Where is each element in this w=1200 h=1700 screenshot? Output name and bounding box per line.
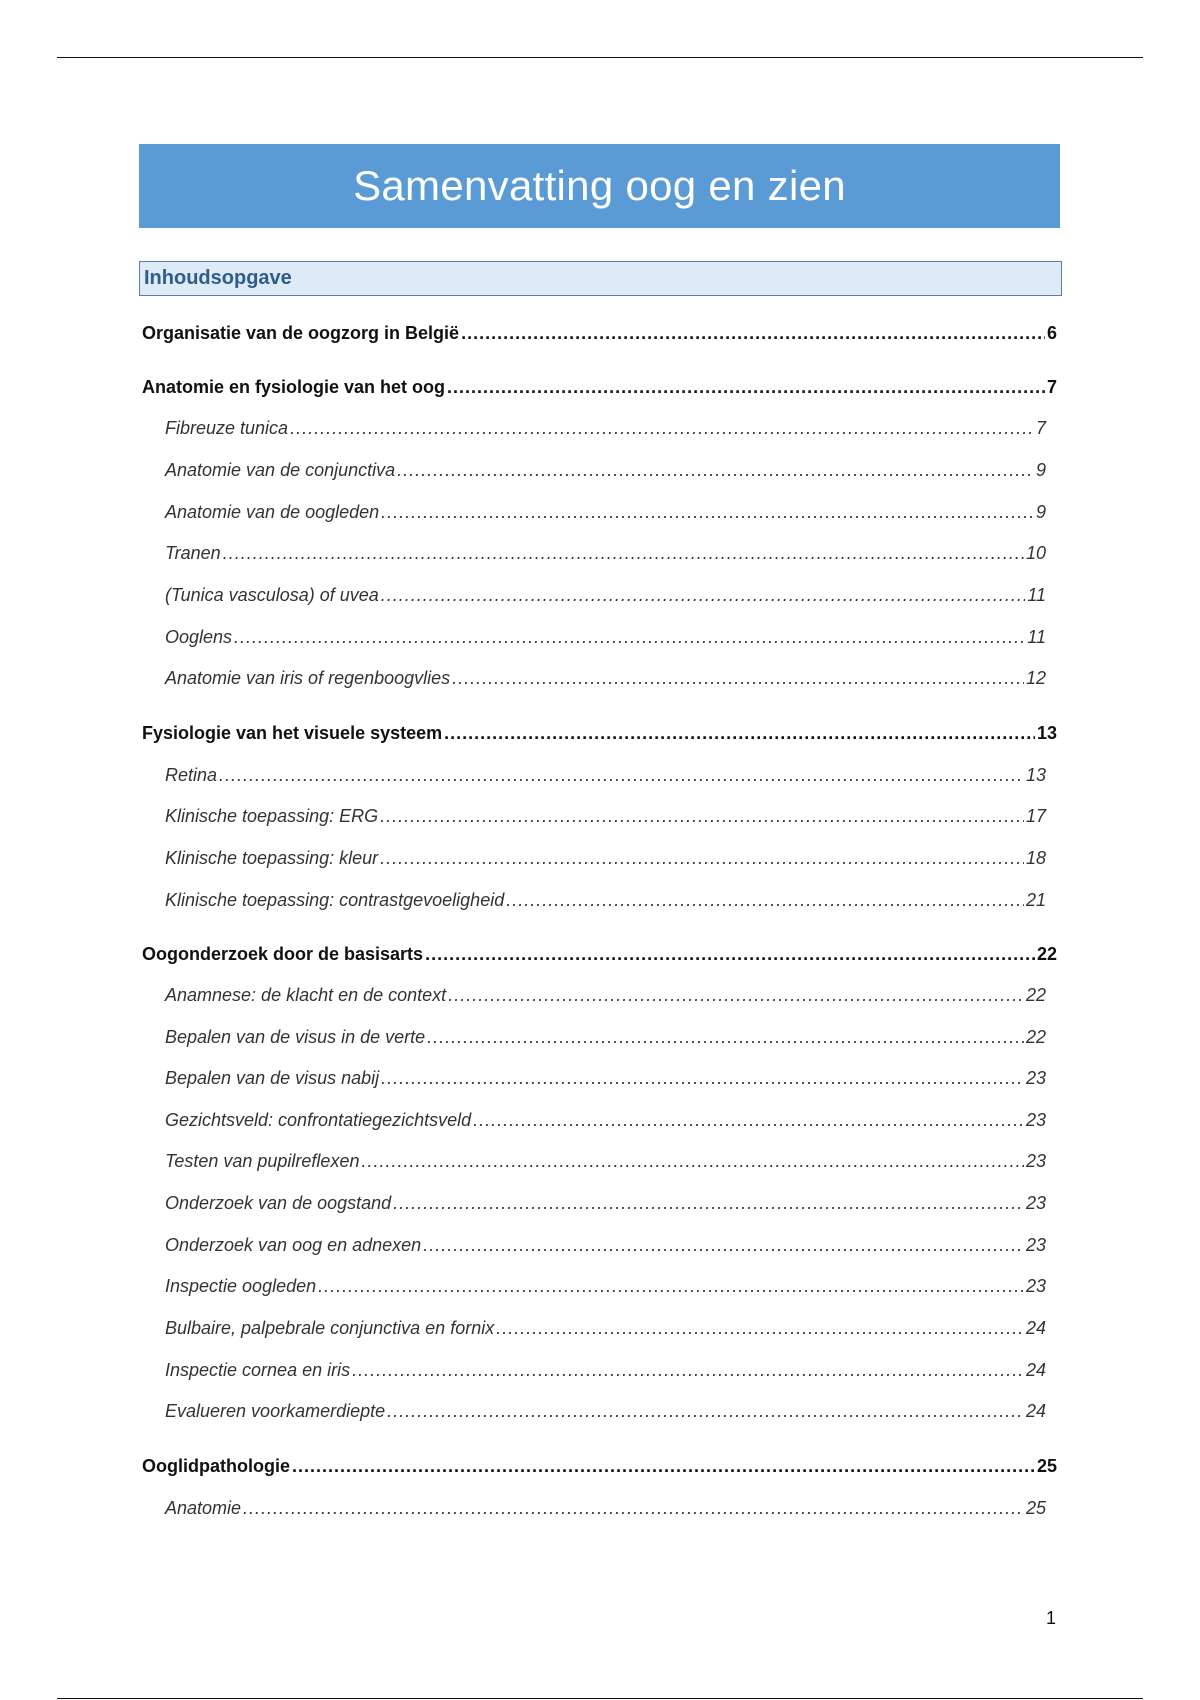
toc-entry-label: Inspectie oogleden bbox=[165, 1276, 317, 1296]
toc-entry-anatomie-oogleden[interactable] bbox=[165, 501, 1046, 523]
toc-entry-ooglens[interactable] bbox=[165, 626, 1046, 648]
toc-entry-conjunctiva-fornix[interactable] bbox=[165, 1317, 1046, 1339]
toc-dot-leader bbox=[381, 584, 1026, 606]
toc-entry-klinische-erg[interactable] bbox=[165, 805, 1046, 827]
toc-entry-page: 13 bbox=[1036, 723, 1057, 743]
toc-entry-label: Anatomie van de oogleden bbox=[165, 502, 380, 522]
toc-entry-page: 23 bbox=[1025, 1110, 1046, 1130]
toc-entry-label: Fysiologie van het visuele systeem bbox=[142, 723, 443, 743]
toc-dot-leader bbox=[381, 1067, 1024, 1089]
toc-entry-retina[interactable] bbox=[165, 764, 1046, 786]
toc-entry-page: 18 bbox=[1025, 848, 1046, 868]
toc-entry-gezichtsveld[interactable] bbox=[165, 1109, 1046, 1131]
toc-entry-label: Fibreuze tunica bbox=[165, 418, 289, 438]
toc-entry-label: Ooglens bbox=[165, 627, 233, 647]
toc-entry-label: Anatomie van iris of regenboogvlies bbox=[165, 668, 451, 688]
toc-entry-page: 7 bbox=[1046, 377, 1057, 397]
toc-entry-page: 11 bbox=[1027, 627, 1046, 647]
toc-entry-page: 7 bbox=[1035, 418, 1046, 438]
toc-entry-label: Tranen bbox=[165, 543, 221, 563]
toc-dot-leader bbox=[447, 376, 1045, 398]
toc-entry-anatomie-conjunctiva[interactable] bbox=[165, 459, 1046, 481]
toc-entry-page: 23 bbox=[1025, 1151, 1046, 1171]
toc-dot-leader bbox=[223, 542, 1024, 564]
document-title: Samenvatting oog en zien bbox=[139, 144, 1060, 228]
toc-entry-label: Onderzoek van de oogstand bbox=[165, 1193, 392, 1213]
toc-entry-oog-adnexen[interactable] bbox=[165, 1234, 1046, 1256]
toc-entry-page: 6 bbox=[1046, 323, 1057, 343]
toc-entry-page: 23 bbox=[1025, 1193, 1046, 1213]
toc-entry-cornea-iris[interactable] bbox=[165, 1359, 1046, 1381]
toc-entry-page: 22 bbox=[1025, 985, 1046, 1005]
toc-entry-label: Anatomie en fysiologie van het oog bbox=[142, 377, 446, 397]
toc-entry-page: 9 bbox=[1035, 502, 1046, 522]
toc-dot-leader bbox=[473, 1109, 1024, 1131]
toc-entry-label: Retina bbox=[165, 765, 218, 785]
toc-entry-label: Oogonderzoek door de basisarts bbox=[142, 944, 424, 964]
toc-entry-inspectie-oogleden[interactable] bbox=[165, 1275, 1046, 1297]
toc-dot-leader bbox=[234, 626, 1025, 648]
toc-entry-organisatie-oogzorg[interactable] bbox=[142, 322, 1057, 344]
toc-entry-fysiologie-visuele-systeem[interactable] bbox=[142, 722, 1057, 744]
toc-entry-oogonderzoek-basisarts[interactable] bbox=[142, 943, 1057, 965]
toc-dot-leader bbox=[448, 984, 1024, 1006]
toc-dot-leader bbox=[496, 1317, 1024, 1339]
toc-entry-anatomie-fysiologie-oog[interactable] bbox=[142, 376, 1057, 398]
toc-entry-page: 25 bbox=[1025, 1498, 1046, 1518]
toc-dot-leader bbox=[393, 1192, 1024, 1214]
header-rule bbox=[57, 57, 1143, 58]
toc-dot-leader bbox=[423, 1234, 1024, 1256]
toc-entry-page: 22 bbox=[1036, 944, 1057, 964]
toc-entry-anatomie[interactable] bbox=[165, 1497, 1046, 1519]
toc-entry-label: Klinische toepassing: kleur bbox=[165, 848, 379, 868]
toc-dot-leader bbox=[380, 805, 1024, 827]
toc-dot-leader bbox=[387, 1400, 1024, 1422]
toc-dot-leader bbox=[352, 1359, 1024, 1381]
toc-entry-page: 24 bbox=[1025, 1401, 1046, 1421]
toc-entry-voorkamerdiepte[interactable] bbox=[165, 1400, 1046, 1422]
toc-entry-label: Inspectie cornea en iris bbox=[165, 1360, 351, 1380]
toc-dot-leader bbox=[380, 847, 1024, 869]
toc-dot-leader bbox=[361, 1150, 1024, 1172]
toc-entry-klinische-kleur[interactable] bbox=[165, 847, 1046, 869]
toc-entry-page: 11 bbox=[1027, 585, 1046, 605]
toc-entry-page: 17 bbox=[1025, 806, 1046, 826]
toc-entry-label: Klinische toepassing: ERG bbox=[165, 806, 379, 826]
toc-entry-page: 25 bbox=[1036, 1456, 1057, 1476]
toc-entry-fibreuze-tunica[interactable] bbox=[165, 417, 1046, 439]
toc-entry-label: Bulbaire, palpebrale conjunctiva en fornix bbox=[165, 1318, 495, 1338]
toc-entry-label: Testen van pupilreflexen bbox=[165, 1151, 360, 1171]
footer-rule bbox=[57, 1698, 1143, 1699]
toc-dot-leader bbox=[292, 1455, 1035, 1477]
toc-entry-anamnese[interactable] bbox=[165, 984, 1046, 1006]
toc-entry-label: Onderzoek van oog en adnexen bbox=[165, 1235, 422, 1255]
toc-entry-klinische-contrast[interactable] bbox=[165, 889, 1046, 911]
toc-entry-page: 23 bbox=[1025, 1068, 1046, 1088]
toc-dot-leader bbox=[290, 417, 1034, 439]
toc-entry-label: Anatomie bbox=[165, 1498, 242, 1518]
toc-entry-pupilreflexen[interactable] bbox=[165, 1150, 1046, 1172]
toc-dot-leader bbox=[318, 1275, 1024, 1297]
toc-entry-page: 10 bbox=[1025, 543, 1046, 563]
toc-entry-page: 24 bbox=[1025, 1360, 1046, 1380]
toc-entry-label: (Tunica vasculosa) of uvea bbox=[165, 585, 379, 605]
toc-dot-leader bbox=[397, 459, 1034, 481]
toc-entry-page: 24 bbox=[1025, 1318, 1046, 1338]
toc-dot-leader bbox=[461, 322, 1045, 344]
toc-entry-page: 12 bbox=[1025, 668, 1046, 688]
toc-heading: Inhoudsopgave bbox=[139, 261, 1062, 296]
toc-entry-ooglidpathologie[interactable] bbox=[142, 1455, 1057, 1477]
toc-entry-label: Organisatie van de oogzorg in België bbox=[142, 323, 460, 343]
toc-entry-visus-verte[interactable] bbox=[165, 1026, 1046, 1048]
toc-dot-leader bbox=[452, 667, 1024, 689]
toc-entry-label: Ooglidpathologie bbox=[142, 1456, 290, 1476]
toc-entry-oogstand[interactable] bbox=[165, 1192, 1046, 1214]
toc-dot-leader bbox=[427, 1026, 1024, 1048]
toc-dot-leader bbox=[219, 764, 1024, 786]
toc-entry-page: 13 bbox=[1025, 765, 1046, 785]
toc-entry-page: 23 bbox=[1025, 1235, 1046, 1255]
toc-entry-label: Anamnese: de klacht en de context bbox=[165, 985, 447, 1005]
toc-entry-visus-nabij[interactable] bbox=[165, 1067, 1046, 1089]
toc-entry-uvea[interactable] bbox=[165, 584, 1046, 606]
toc-entry-label: Klinische toepassing: contrastgevoeligheid bbox=[165, 890, 505, 910]
toc-entry-page: 21 bbox=[1025, 890, 1046, 910]
toc-entry-label: Evalueren voorkamerdiepte bbox=[165, 1401, 386, 1421]
toc-dot-leader bbox=[425, 943, 1035, 965]
toc-entry-page: 9 bbox=[1035, 460, 1046, 480]
toc-entry-page: 22 bbox=[1025, 1027, 1046, 1047]
toc-entry-label: Gezichtsveld: confrontatiegezichtsveld bbox=[165, 1110, 472, 1130]
toc-dot-leader bbox=[243, 1497, 1024, 1519]
toc-entry-anatomie-iris[interactable] bbox=[165, 667, 1046, 689]
toc-dot-leader bbox=[444, 722, 1035, 744]
toc-entry-label: Anatomie van de conjunctiva bbox=[165, 460, 396, 480]
toc-entry-page: 23 bbox=[1025, 1276, 1046, 1296]
toc-dot-leader bbox=[381, 501, 1034, 523]
page-number: 1 bbox=[1045, 1608, 1056, 1628]
toc-entry-label: Bepalen van de visus in de verte bbox=[165, 1027, 426, 1047]
toc-entry-tranen[interactable] bbox=[165, 542, 1046, 564]
toc-dot-leader bbox=[506, 889, 1024, 911]
toc-entry-label: Bepalen van de visus nabij bbox=[165, 1068, 380, 1088]
